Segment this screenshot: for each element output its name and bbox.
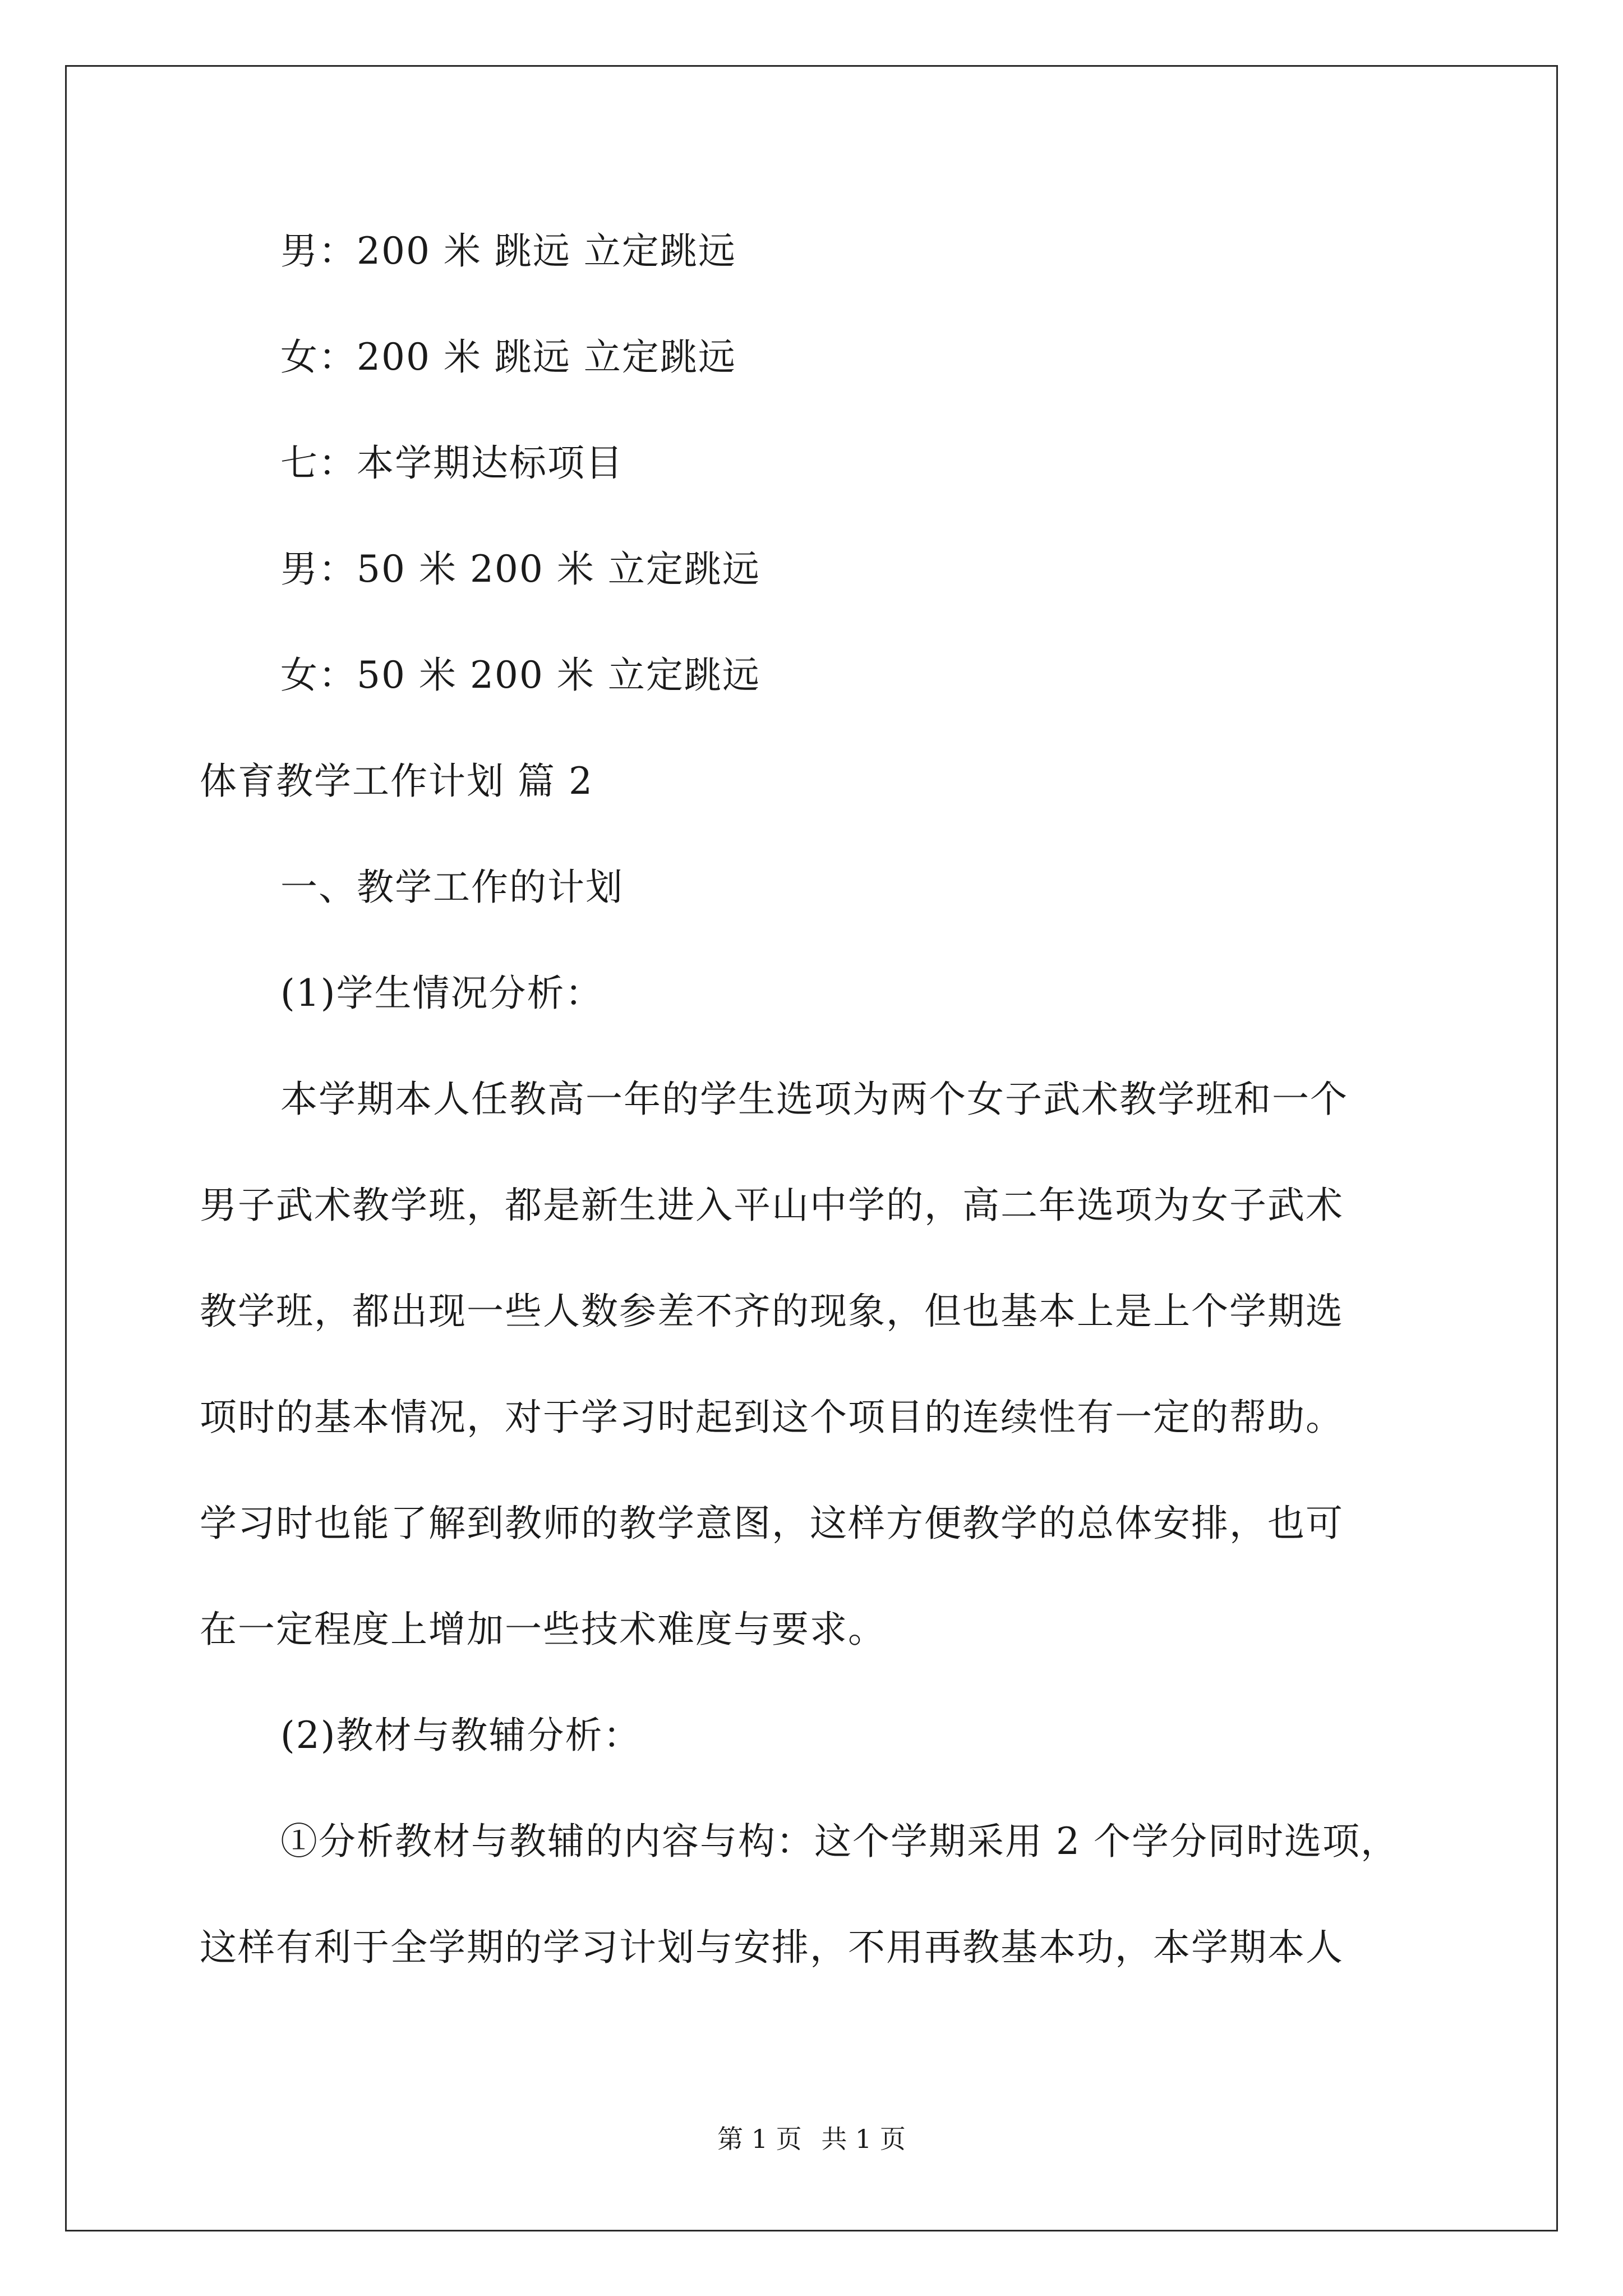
text-line: (2)教材与教辅分析： — [280, 1714, 642, 1757]
text-line: 学习时也能了解到教师的教学意图，这样方便教学的总体安排，也可 — [200, 1502, 1344, 1545]
page-footer — [0, 2126, 1623, 2152]
text-line: 教学班，都出现一些人数参差不齐的现象，但也基本上是上个学期选 — [200, 1290, 1344, 1333]
text-line: ①分析教材与教辅的内容与构：这个学期采用 2 个学分同时选项， — [280, 1820, 1399, 1863]
text-line: 在一定程度上增加一些技术难度与要求。 — [200, 1608, 886, 1651]
text-line: 这样有利于全学期的学习计划与安排，不用再教基本功，本学期本人 — [200, 1926, 1344, 1969]
text-line: 项时的基本情况，对于学习时起到这个项目的连续性有一定的帮助。 — [200, 1396, 1344, 1439]
page-number: 第 1 页 — [717, 2124, 802, 2154]
text-line: 女：200 米 跳远 立定跳远 — [280, 335, 736, 379]
text-line: 男：50 米 200 米 立定跳远 — [280, 547, 760, 591]
text-line: 一、教学工作的计划 — [280, 866, 624, 909]
text-line: 男子武术教学班，都是新生进入平山中学的，高二年选项为女子武术 — [200, 1184, 1344, 1227]
text-line: 女：50 米 200 米 立定跳远 — [280, 654, 760, 697]
section-heading: 体育教学工作计划 篇 2 — [200, 760, 593, 803]
text-line: (1)学生情况分析： — [280, 972, 603, 1015]
page-total: 共 1 页 — [821, 2124, 906, 2154]
page-border — [65, 65, 1558, 2231]
text-line: 七：本学期达标项目 — [280, 441, 624, 485]
text-line: 本学期本人任教高一年的学生选项为两个女子武术教学班和一个 — [280, 1078, 1348, 1121]
text-line: 男：200 米 跳远 立定跳远 — [280, 229, 736, 273]
